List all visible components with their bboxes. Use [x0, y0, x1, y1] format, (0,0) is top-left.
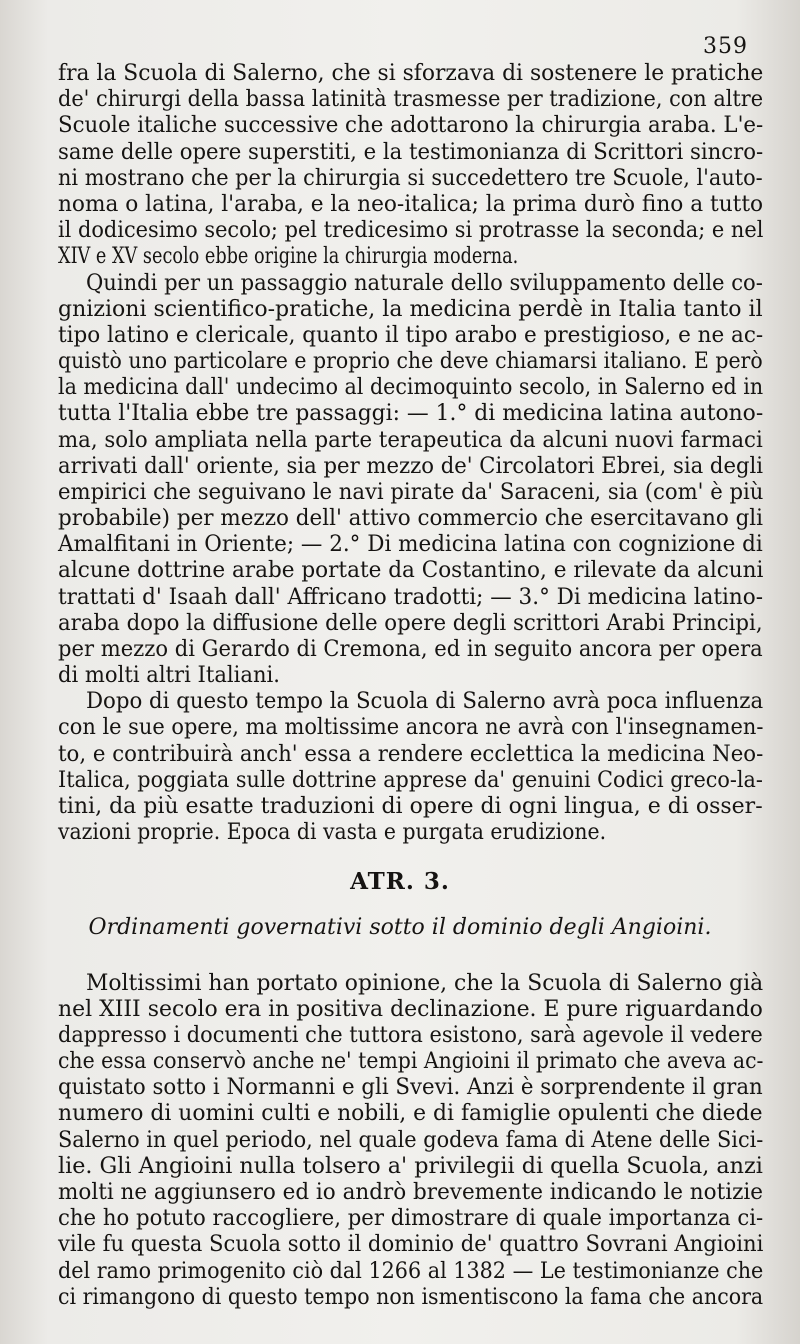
text-line: XIV e XV secolo ebbe origine la chirurgia moderna.	[58, 243, 519, 269]
text-line: Salerno in quel periodo, nel quale godeva fama di Atene delle Sici-	[58, 1127, 764, 1153]
text-line: il dodicesimo secolo; pel tredicesimo si protrasse la seconda; e nel	[58, 217, 764, 243]
text-line: molti ne aggiunsero ed io andrò brevemente indicando le notizie	[58, 1179, 764, 1205]
text-line: nel XIII secolo era in positiva declinazione. E pure riguardando	[58, 996, 763, 1022]
text-line: Quindi per un passaggio naturale dello sviluppamento delle co-	[86, 270, 763, 296]
text-line: del ramo primogenito ciò dal 1266 al 1382 — Le testimonianze che	[58, 1258, 764, 1284]
page-number: 359	[703, 34, 748, 59]
text-line: alcune dottrine arabe portate da Costantino, e rilevate da alcuni	[58, 557, 764, 583]
text-line: ni mostrano che per la chirurgia si succedettero tre Scuole, l'auto-	[58, 165, 763, 191]
text-line: ma, solo ampliata nella parte terapeutica da alcuni nuovi farmaci	[58, 427, 763, 453]
text-line: araba dopo la diffusione delle opere degli scrittori Arabi Principi,	[58, 610, 763, 636]
text-line: vile fu questa Scuola sotto il dominio de' quattro Sovrani Angioini	[58, 1231, 764, 1257]
text-line: probabile) per mezzo dell' attivo commercio che esercitavano gli	[58, 505, 764, 531]
text-line: Scuole italiche successive che adottarono la chirurgia araba. L'e-	[58, 112, 764, 138]
text-line: empirici che seguivano le navi pirate da' Saraceni, sia (com' è più	[58, 479, 764, 505]
text-line: la medicina dall' undecimo al decimoquinto secolo, in Salerno ed in	[58, 374, 764, 400]
text-line: same delle opere superstiti, e la testimonianza di Scrittori sincro-	[58, 139, 764, 165]
text-line: che ho potuto raccogliere, per dimostrare di quale importanza ci-	[58, 1205, 764, 1231]
text-line: numero di uomini culti e nobili, e di famiglie opulenti che diede	[58, 1100, 763, 1126]
text-line: per mezzo di Gerardo di Cremona, ed in seguito ancora per opera	[58, 636, 763, 662]
text-line: di molti altri Italiani.	[58, 662, 280, 688]
text-line: fra la Scuola di Salerno, che si sforzava di sostenere le pratiche	[58, 60, 764, 86]
text-line: gnizioni scientifico-pratiche, la medicina perdè in Italia tanto il	[58, 296, 763, 322]
text-line: de' chirurgi della bassa latinità trasmesse per tradizione, con altre	[58, 86, 764, 112]
text-line: Moltissimi han portato opinione, che la Scuola di Salerno già	[86, 970, 764, 996]
text-line: che essa conservò anche ne' tempi Angioini il primato che aveva ac-	[58, 1048, 764, 1074]
text-line: tipo latino e clericale, quanto il tipo arabo e prestigioso, e ne ac-	[58, 322, 764, 348]
text-line: noma o latina, l'araba, e la neo-italica; la prima durò fino a tutto	[58, 191, 764, 217]
article-heading: ATR. 3.	[350, 868, 450, 895]
text-line: to, e contribuirà anch' essa a rendere ecclettica la medicina Neo-	[58, 741, 764, 767]
text-line: dappresso i documenti che tuttora esistono, sarà agevole il vedere	[58, 1022, 763, 1048]
text-line: vazioni proprie. Epoca di vasta e purgata erudizione.	[58, 819, 607, 845]
text-line: lie. Gli Angioini nulla tolsero a' privilegii di quella Scuola, anzi	[58, 1153, 763, 1179]
text-line: quistato sotto i Normanni e gli Svevi. Anzi è sorprendente il gran	[58, 1074, 763, 1100]
text-line: quistò uno particolare e proprio che deve chiamarsi italiano. E però	[58, 348, 763, 374]
text-line: arrivati dall' oriente, sia per mezzo de' Circolatori Ebrei, sia degli	[58, 453, 764, 479]
text-line: Dopo di questo tempo la Scuola di Salerno avrà poca influenza	[86, 688, 764, 714]
text-line: tutta l'Italia ebbe tre passaggi: — 1.° di medicina latina autono-	[58, 400, 764, 426]
text-line: tini, da più esatte traduzioni di opere di ogni lingua, e di osser-	[58, 793, 763, 819]
text-line: con le sue opere, ma moltissime ancora ne avrà con l'insegnamen-	[58, 714, 764, 740]
text-line: trattati d' Isaah dall' Affricano tradotti; — 3.° Di medicina latino-	[58, 584, 763, 610]
article-subheading: Ordinamenti governativi sotto il dominio degli Angioini.	[88, 915, 712, 940]
text-line: Amalfitani in Oriente; — 2.° Di medicina latina con cognizione di	[58, 531, 763, 557]
text-line: ci rimangono di questo tempo non ismentiscono la fama che ancora	[58, 1284, 764, 1310]
text-line: Italica, poggiata sulle dottrine apprese da' genuini Codici greco-la-	[58, 767, 763, 793]
